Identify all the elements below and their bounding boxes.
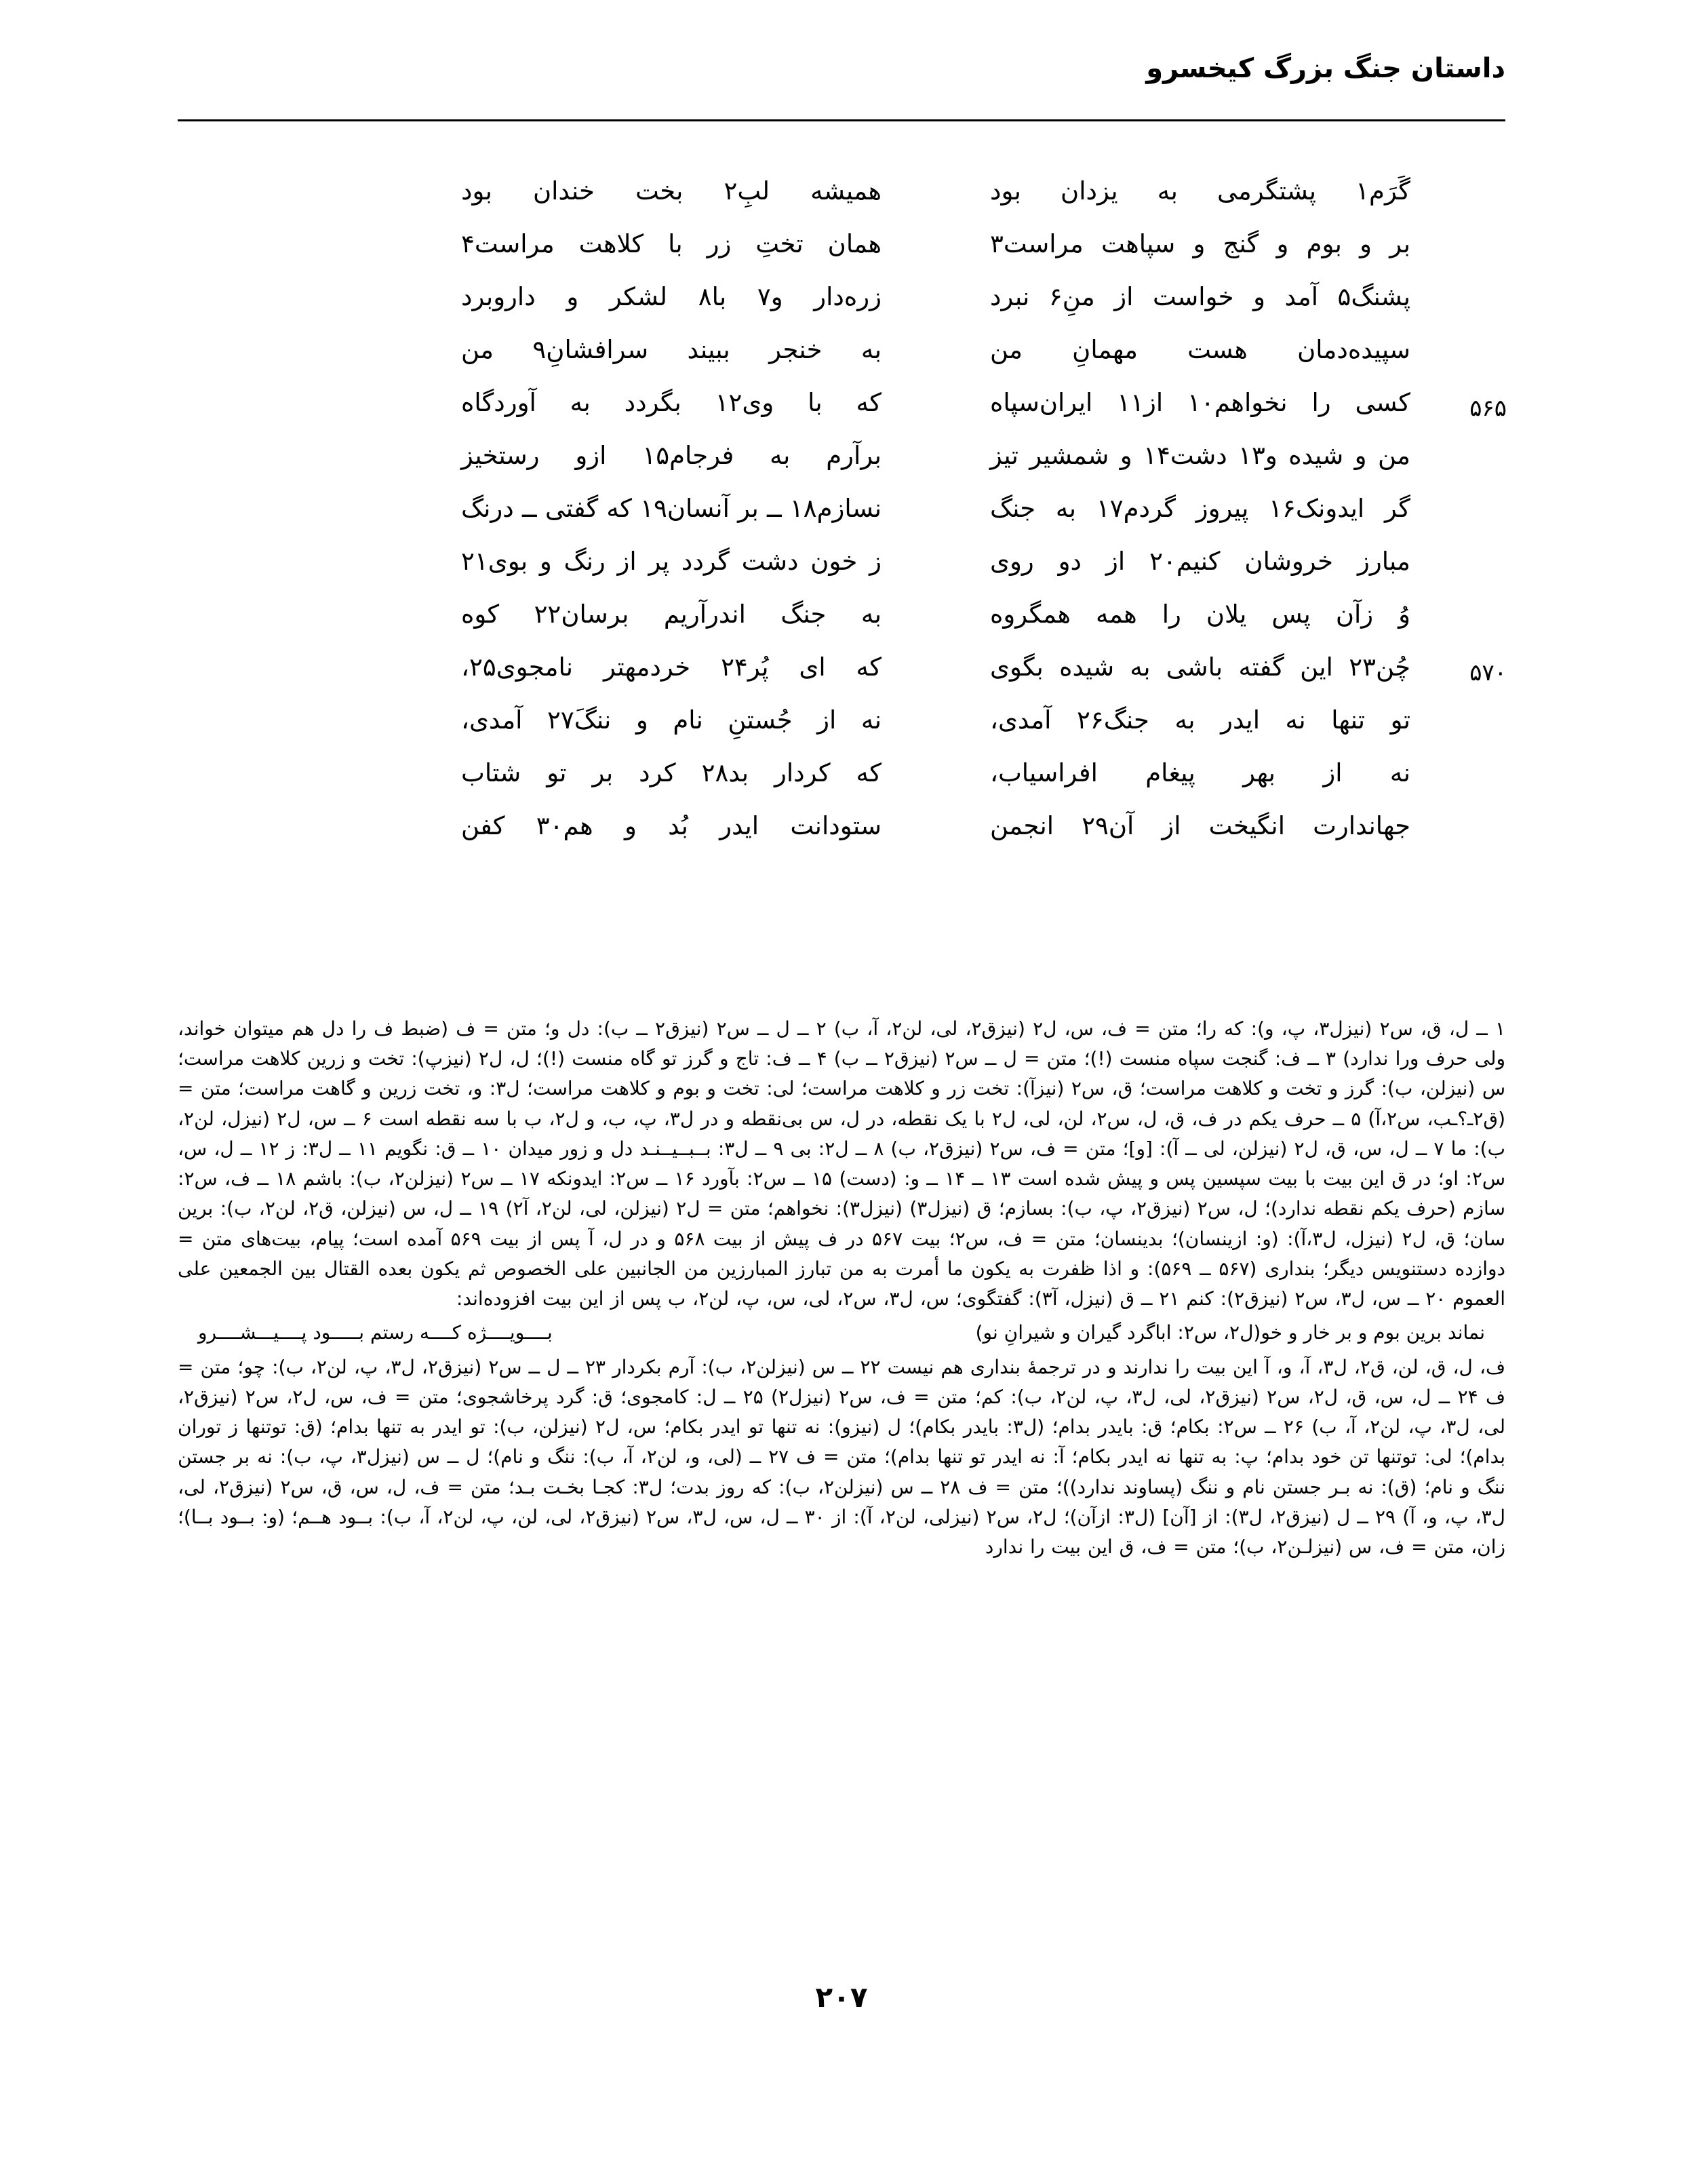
verse-number: ۵۶۵ bbox=[1469, 395, 1507, 422]
hemistich-second: که ای پُر۲۴ خردمهتر نامجوی۲۵، bbox=[461, 652, 882, 682]
hemistich-second: به جنگ اندرآریم برسان۲۲ کوه bbox=[461, 600, 882, 629]
hemistich-second: زره‌دار و۷ با۸ لشکر و داروبرد bbox=[461, 282, 882, 311]
couplet-row bbox=[178, 284, 1505, 336]
couplet-row bbox=[178, 548, 1505, 601]
hemistich-first: مبارز خروشان کنیم۲۰ از دو روی bbox=[990, 547, 1410, 576]
hemistich-second: نه از جُستنِ نام و ننگَ۲۷ آمدی، bbox=[461, 705, 882, 735]
hemistich-second: که کردار بد۲۸ کرد بر تو شتاب bbox=[461, 758, 882, 787]
header-rule bbox=[178, 119, 1505, 121]
hemistich-second: همان تختِ زر با کلاهت مراست۴ bbox=[461, 229, 882, 258]
couplet-row bbox=[178, 495, 1505, 548]
quote-couplet bbox=[178, 1318, 1505, 1348]
hemistich-first: پشنگ۵ آمد و خواست از منِ۶ نبرد bbox=[990, 282, 1410, 311]
couplet-row bbox=[178, 442, 1505, 495]
verse-block bbox=[178, 178, 1505, 924]
hemistich-first: من و شیده و۱۳ دشت۱۴ و شمشیر تیز bbox=[990, 441, 1410, 470]
couplet-row bbox=[178, 178, 1505, 231]
hemistich-first: گر ایدونک۱۶ پیروز گردم۱۷ به جنگ bbox=[990, 494, 1411, 523]
couplet-row bbox=[178, 707, 1505, 760]
hemistich-second: نسازم۱۸ ــ بر آنسان۱۹ که گفتی ــ درنگ bbox=[461, 494, 882, 523]
hemistich-first: چُن۲۳ این گفته باشی به شیده بگوی bbox=[990, 652, 1410, 682]
couplet-row bbox=[178, 601, 1505, 654]
hemistich-second: برآرم به فرجام۱۵ ازو رستخیز bbox=[461, 441, 882, 470]
running-head: داستان جنگ بزرگ کیخسرو bbox=[1146, 53, 1505, 84]
hemistich-second: به خنجر ببیند سرافشانِ۹ من bbox=[461, 335, 882, 364]
hemistich-second: که با وی۱۲ بگردد به آوردگاه bbox=[461, 388, 882, 417]
hemistich-second: ز خون دشت گردد پر از رنگ و بوی۲۱ bbox=[461, 547, 882, 576]
apparatus-paragraph: ۱ ــ ل، ق، س۲ (نیزل۳، پ، و): که را؛ متن = ف، س، ل۲ (نیزق۲، لی، لن۲، آ، ب) ۲ ــ ل ــ س۲ (نیزق۲ ــ ب): دل و؛ متن = ف (ضبط ف را دل هم میتوان خواند، ولی حرف ورا ندارد) ۳ ــ ف: گنجت سپاه منست (!)؛ متن = ل ــ س۲ (نیزق۲ ــ ب) ۴ ــ ف: تاج و گرز تو گاه منست (!)؛ ل، ل۲ (نیزپ): تخت و زرین کلاهت مراست؛ س (نیزلن، ب): گرز و تخت و کلاهت مراست؛ ق، س۲ (نیزآ): تخت زر و کلاهت مراست؛ لی: تخت و بوم و کلاهت مراست؛ ل۳: و، تخت زرین و گاهت مراست؛ متن = (ق۲ـ؟ـب، س۲،آ) ۵ ــ حرف یکم در ف، ق، ل، س۲، لن، لی، ل۲ با یک نقطه، در ل، س بی‌نقطه و در ل۳، پ، ب، و ل۲، ب با سه نقطه است ۶ ــ س، ل۲ (نیزل، لن۲، ب): ما ۷ ــ ل، س، ق، ل۲ (نیزلن، لی ــ آ): [و]؛ متن = ف، س۲ (نیزق۲، ب) ۸ ــ ل۲: بی ۹ ــ ل۳: بــبــیــنـد دل و زور میدان ۱۰ ــ ق: نگویم ۱۱ ــ ل۳: ز ۱۲ ــ ل، س، س۲: او؛ در ق این بیت با بیت سپسین پس و پیش شده است ۱۳ ــ ۱۴ ــ و: (دست) ۱۵ ــ س۲: بآورد ۱۶ ــ س۲: ایدونکه ۱۷ ــ س۲ (نیزلن۲، ب): باشم ۱۸ ــ ف، س۲: سازم (حرف یکم نقطه ندارد)؛ ل، س۲ (نیزق۲، پ، ب): بسازم؛ ق (نیزل۳) (نیزل۳): نخواهم؛ متن = ل۲ (نیزلن، لی، لن۲، آ۲) ۱۹ ــ ل، س (نیزلن، ق۲، لن۲، ب): برین سان؛ ق، ل۲ (نیزل، ل۳،آ): (و: ازینسان)؛ بدینسان؛ متن = ف، س۲؛ بیت ۵۶۷ در ف پیش از بیت ۵۶۸ و در ل، آ پس از بیت ۵۶۹ آمده است؛ پیام، بیت‌های متن = دوازده دستنویس دیگر؛ بنداری (۵۶۷ ــ ۵۶۹): و اذا ظفرت به یکون ما أمرت به من تبارز المبارزین من الجانبین علی الخصوص ثم یکون بعده القتال بین الجمعین علی العموم ۲۰ ــ س، ل۳، س۲ (نیزق۲): کنم ۲۱ ــ ق (نیزل، آ۳): گفتگوی؛ س، ل۳، س۲، لی، س، پ، لن۲، ب پس از این بیت افزوده‌اند: bbox=[178, 1017, 1506, 1310]
hemistich-first: کسی را نخواهم۱۰ از۱۱ ایران‌سپاه bbox=[990, 388, 1411, 417]
apparatus-paragraph: ف، ل، ق، لن، ق۲، ل۳، آ، و، آ این بیت را ندارند و در ترجمهٔ بنداری هم نیست ۲۲ ــ س (نیزلن۲، ب): آرم بکردار ۲۳ ــ ل ــ س۲ (نیزق۲، ل۳، پ، لن۲، ب): چو؛ متن = ف ۲۴ ــ ل، س، ق، ل۲، س۲ (نیزق۲، لی، ل۳، پ، لن۲، ب): کم؛ متن = ف، س۲ (نیزل۲) ۲۵ ــ ل: کامجوی؛ ق: گرد پرخاشجوی؛ متن = ف، س، ل۲، س۲ (نیزق۲، لی، ل۳، پ، لن۲، آ، ب) ۲۶ ــ س۲: بکام؛ ق: بایدر بدام؛ (ل۳: بایدر بکام)؛ ل (نیزو): نه تنها تو ایدر بکام؛ س، ل۲ (نیزلن، ب): تو ایدر به تنها بدام؛ (ق: توتنها ز توران بدام)؛ لی: توتنها تن خود بدام؛ پ: به تنها نه ایدر بکام؛ آ: نه ایدر تو تنها بدام)؛ متن = ف ۲۷ ــ (لی، و، لن۲، آ، ب): ننگ و نام)؛ ل ــ س (نیزل۳، پ، ب): نه بر جستن ننگ و نام؛ (ق): نه بـر جستن نام و ننگ (پساوند ندارد))؛ متن = ف ۲۸ ــ س (نیزلن۲، ب): که روز بدت؛ ل۳: کجـا بخـت بـد؛ متن = ف، ل، س، ق، س۲ (نیزق۲، لی، ل۳، پ، و، آ) ۲۹ ــ ل (نیزق۲، ل۳): از [آن] (ل۳: ازآن)؛ ل۲، س۲ (نیزلی، لن۲، آ): از ۳۰ ــ ل، س، ل۳، س۲ (نیزق۲، لی، لن، پ، لن۲، آ، ب): بــود هــم؛ (و: بــود بــا)؛ زان، متن = ف، س (نیزلـن۲، ب)؛ متن = ف، ق این بیت را ندارد bbox=[178, 1355, 1506, 1558]
hemistich-first: جهاندارت انگیخت از آن۲۹ انجمن bbox=[990, 811, 1410, 840]
critical-apparatus bbox=[178, 1014, 1505, 1562]
couplet-row bbox=[178, 654, 1505, 707]
hemistich-first: بر و بوم و گنج و سپاهت مراست۳ bbox=[990, 229, 1410, 258]
quote-hemistich-left: نماند برین بوم و بر خار و خو(ل۲، س۲: اباگرد گیران و شیرانِ نو) bbox=[975, 1321, 1485, 1344]
couplet-row bbox=[178, 389, 1505, 442]
couplet-row bbox=[178, 813, 1505, 865]
hemistich-first: تو تنها نه ایدر به جنگ۲۶ آمدی، bbox=[990, 705, 1410, 735]
couplet-row bbox=[178, 760, 1505, 813]
couplet-row bbox=[178, 336, 1505, 389]
hemistich-first: گَرَم۱ پشتگرمی به یزدان بود bbox=[990, 176, 1410, 206]
page-number: ۲۰۷ bbox=[815, 1981, 868, 2014]
hemistich-first: نه از بهر پیغام افراسیاب، bbox=[990, 758, 1410, 787]
hemistich-second: ستودانت ایدر بُد و هم۳۰ کفن bbox=[461, 811, 882, 840]
hemistich-first: سپیده‌دمان هست مهمانِ من bbox=[990, 335, 1410, 364]
hemistich-second: همیشه لبِ۲ بخت خندان بود bbox=[461, 176, 882, 206]
apparatus-verse-quote bbox=[178, 1318, 1505, 1348]
hemistich-first: وُ زآن پس یلان را همه همگروه bbox=[990, 600, 1410, 629]
quote-hemistich-right: بــــویــــژه کــــه رستم بـــــود پــــیـــشــــرو bbox=[198, 1321, 553, 1344]
couplet-row bbox=[178, 231, 1505, 284]
verse-number: ۵۷۰ bbox=[1469, 659, 1507, 686]
